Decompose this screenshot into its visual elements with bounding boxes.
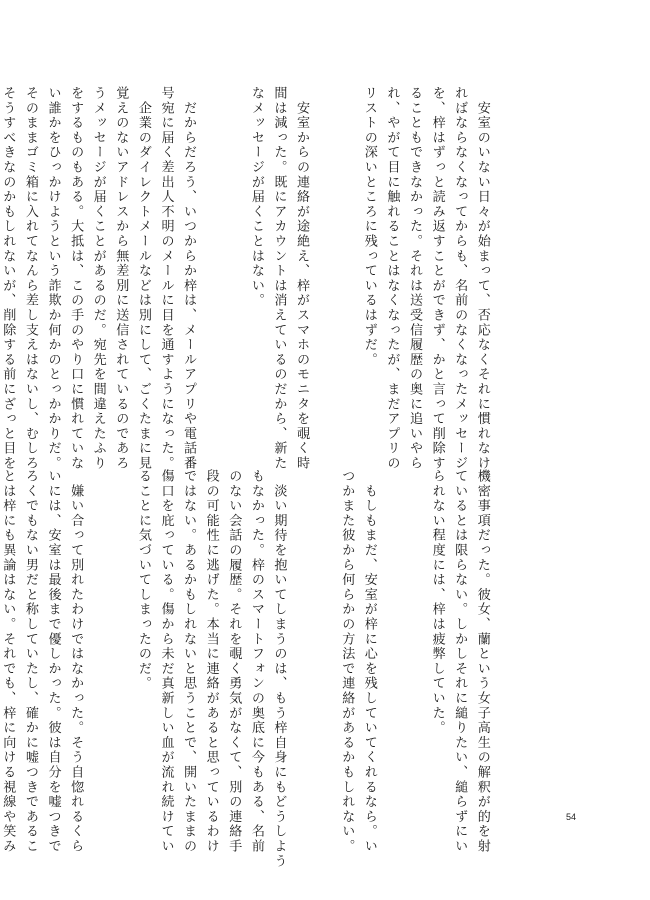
paragraph: だからだろう、いつからか梓は、メールアプリや電話番 号宛に届く差出人不明のメールに目を通すようになった。 企業のダイレクトメールなどは別にして、ごくたまに見 覚えのないアドレスから無差別に送信されているのであろ うメッセージが届くことがあるのだ。宛先を間違えたふり をするものもある。大抵は、この手のやり口に慣れていな い誰かをひっかけようという詐欺か何かのとっかかりだ。 そのままゴミ箱に入れてなんら差し支えはないし、むしろ そうすべきなのかもしれないが、削除する前にざっと目を — [0, 86, 197, 471]
lower-text-column — [0, 469, 538, 869]
paragraph: もしもまだ、安室が梓に心を残していてくれるなら。い つかまた彼から何らかの方法で連絡があるかもしれない。 — [339, 469, 377, 854]
paragraph: 嫌い合って別れたわけではなかった。そう自惚れるくら いには、安室は最後まで優しかった。彼は自分を嘘つきで ろくでもない男だと称していたし、確かに嘘つきであるこ とは梓にも異論はない。それでも、梓に向ける視線や笑み — [0, 469, 84, 854]
page-number: 54 — [565, 812, 576, 822]
paragraph: 安室からの連絡が途絶え、梓がスマホのモニタを覗く時 間は減った。既にアカウントは消えているのだから、新た なメッセージが届くことはない。 — [248, 86, 310, 471]
paragraph: 機密事項だった。彼女、蘭という女子高生の解釈が的を射 ているとは限らない。しかしそれに縋りたい、縋らずにい られない程度には、梓は疲弊していた。 — [429, 469, 490, 854]
paragraph: 安室のいない日々が始まって、否応なくそれに慣れなけ ればならなくなってからも、名前のなくなったメッセージ を、梓はずっと読み返すことができず、かと言って削除す ることもできなかった。それは送受信履歴の奥に追いやら れ、やがて目に触れることはなくなったが、まだアプリの リストの深いところに残っているはずだ。 — [361, 86, 490, 471]
paragraph: 淡い期待を抱いてしまうのは、もう梓自身にもどうしよう もなかった。梓のスマートフォンの奥底に今もある、名前 のない会話の履歴。それを覗く勇気がなくて、別の連絡手 段の可能性に逃げた。本当に連絡があると思っているわけ ではない。あるかもしれないと思うことで、開いたままの 傷口を庇っている。傷から未だ真新しい血が流れ続けてい ることに気づいてしまったのだ。 — [135, 469, 287, 869]
upper-text-column — [0, 86, 538, 471]
